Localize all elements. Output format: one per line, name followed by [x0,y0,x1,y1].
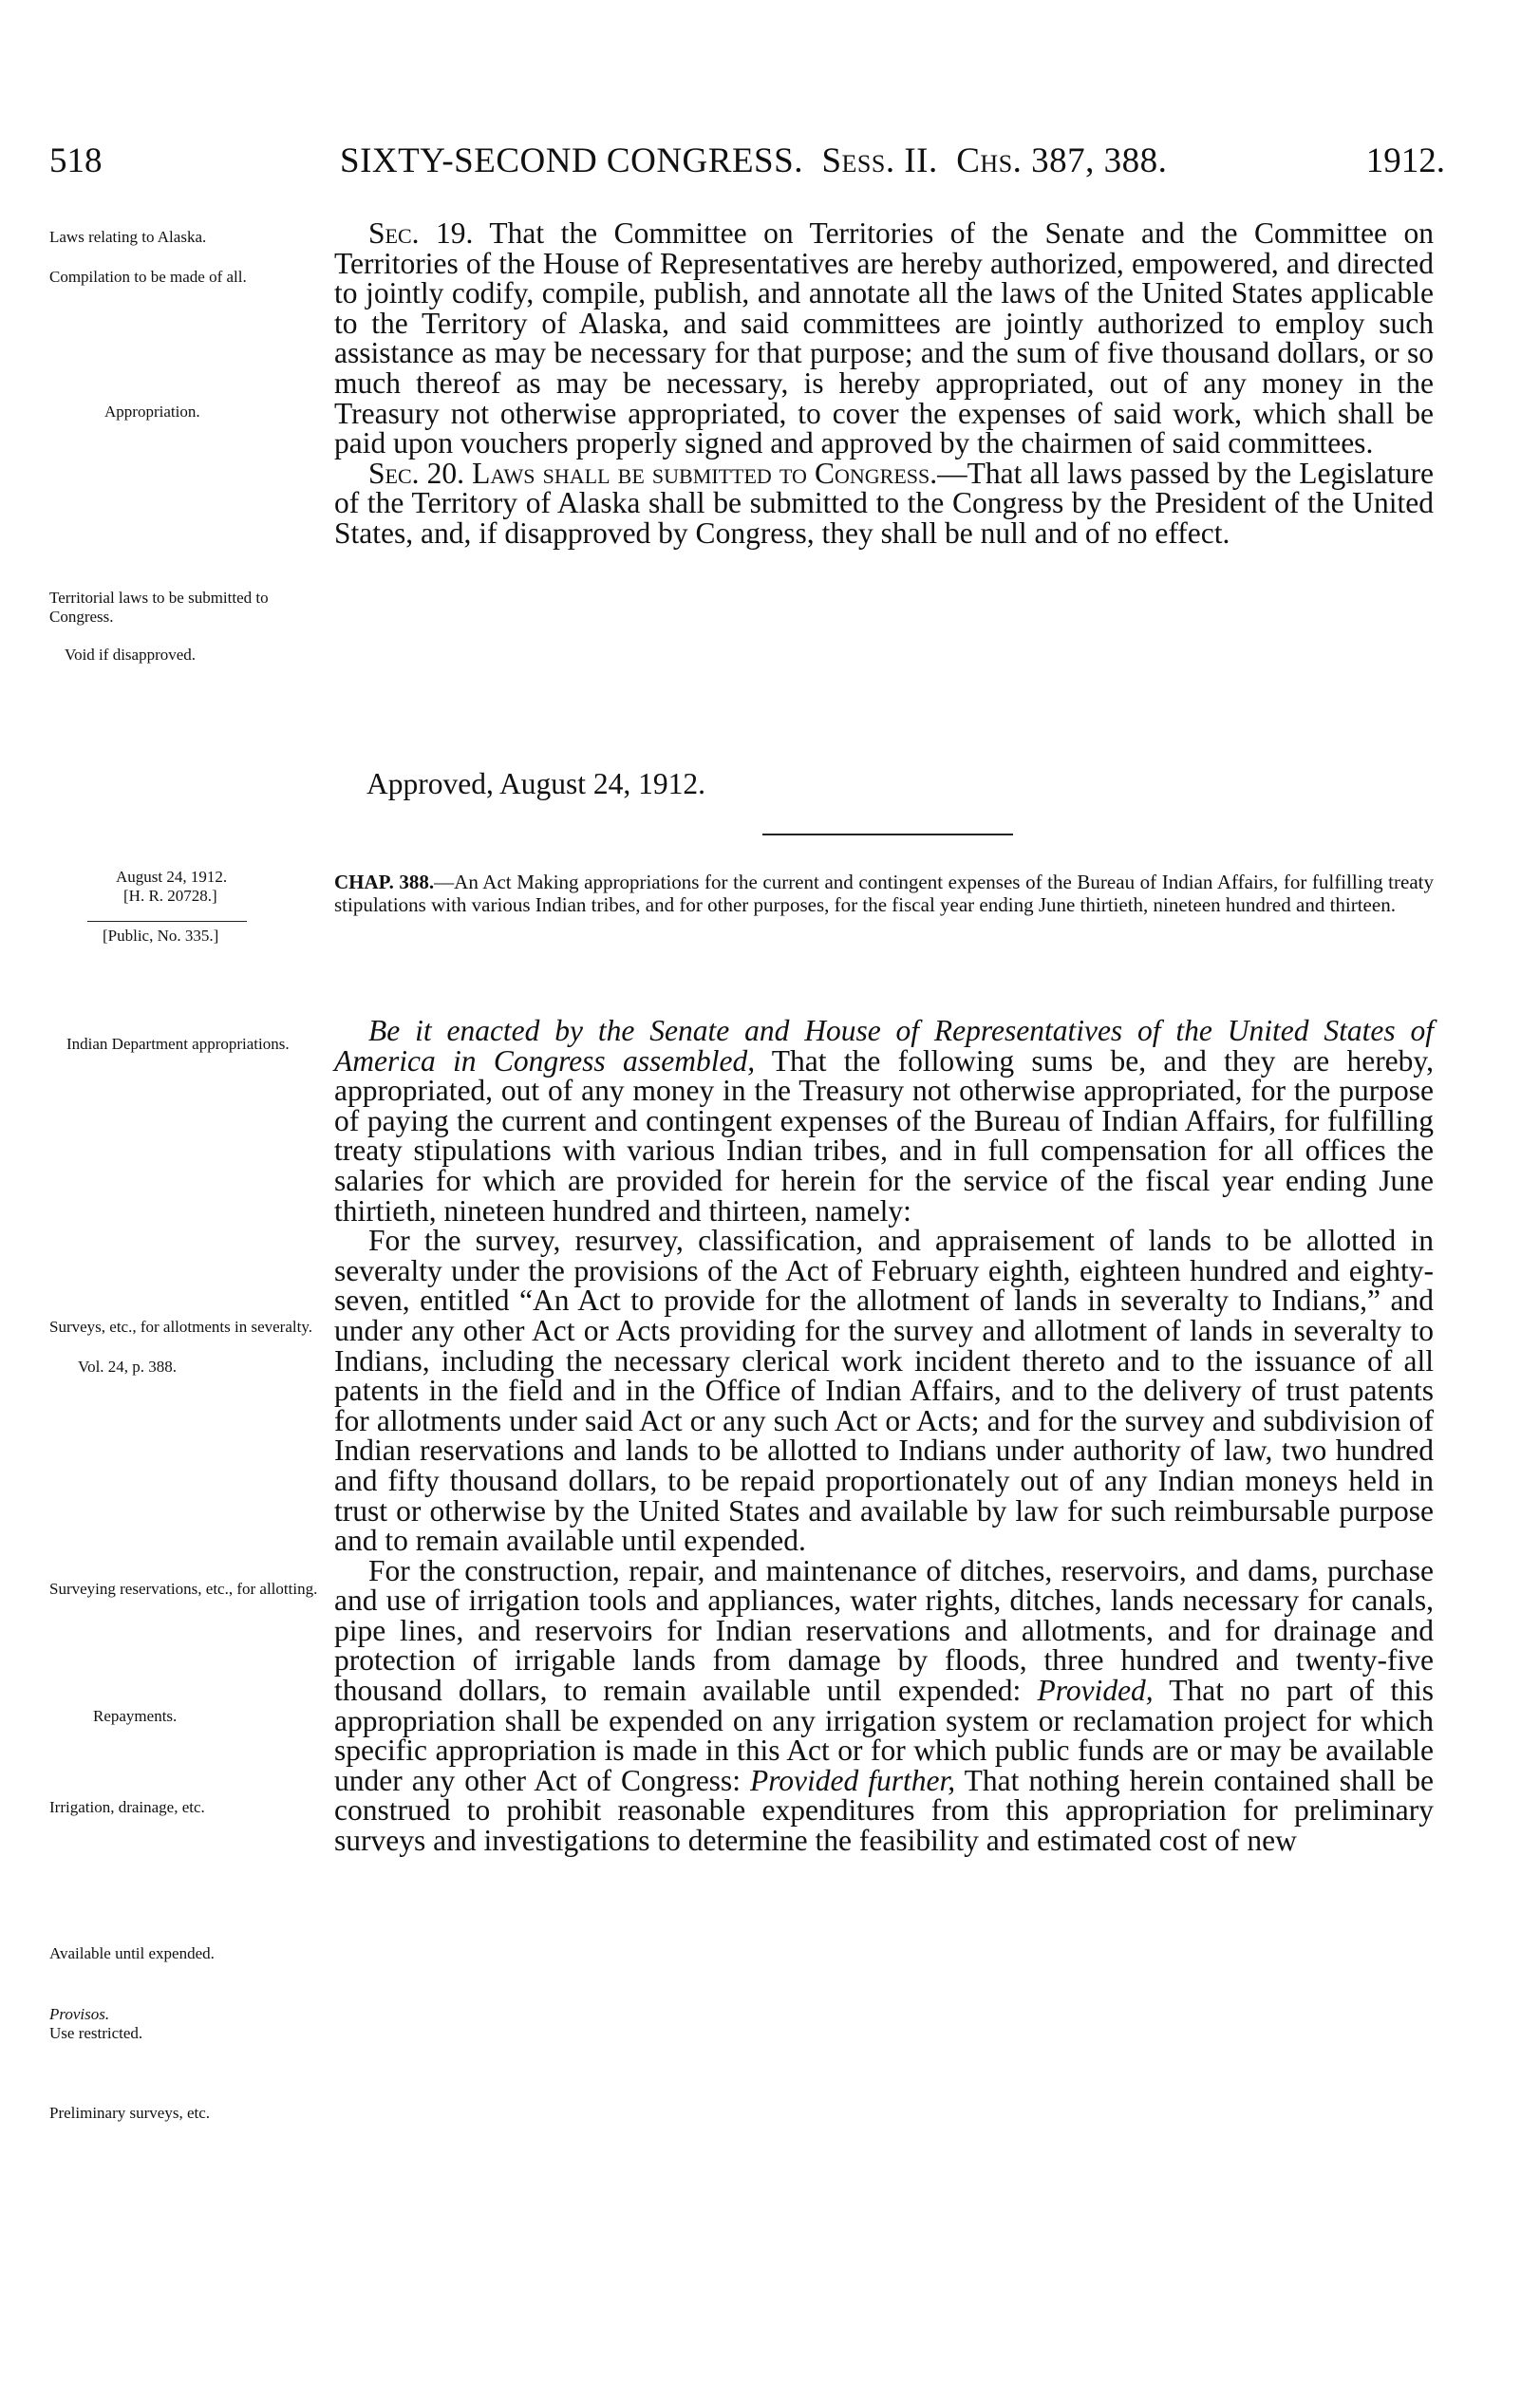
margin-note-compilation: Compilation to be made of all. [49,268,247,286]
congress-title: SIXTY-SECOND CONGRESS. [340,141,803,180]
enacting-formula: Be it enacted by the Senate and House of Representatives of the United States of America in Congress assembled, [334,1014,1434,1078]
chapter-heading [334,872,1434,916]
margin-note-date: August 24, 1912. [116,868,228,886]
chapter-label: CHAP. 388. [334,871,435,893]
sec19-label: Sec. 19. [368,216,474,250]
margin-note-surveying-reservations: Surveying reservations, etc., for allotting. [49,1580,318,1598]
proviso-text: That no part of this appropriation shall be expended on any irrigation system or reclamation project for which specific appropriation is made in this Act or for which public funds are or may be available under any other Act of Congress: [334,1674,1434,1797]
margin-note-use-restricted: Use restricted. [49,2024,143,2042]
margin-note-laws-relating: Laws relating to Alaska. [49,228,207,246]
margin-note-provisos: Provisos. [49,2005,110,2023]
sec20-text: —That all laws passed by the Legislature of the Territory of Alaska shall be submitted to the Congress by the President of the United States, and, if disapproved by Congress, they shall be null and of no effect. [334,456,1434,550]
margin-note-territorial-laws: Territorial laws to be submitted to Congress. [49,589,269,626]
chapters: Chs. 387, 388. [956,141,1168,180]
margin-note-irrigation: Irrigation, drainage, etc. [49,1798,205,1816]
enacting-rest: That the following sums be, and they are hereby, appropriated, out of any money in the Treasury not otherwise appropriated, for the purpose of paying the current and contingent expenses of the Bureau of Indian Affairs, for fulfilling treaty stipulations with various Indian tribes, and in full compensation for all offices the salaries for which are provided for herein for the service of the fiscal year ending June thirtieth, nineteen hundred and thirteen, namely: [334,1043,1434,1228]
session: Sess. II. [821,141,938,180]
header-year: 1912. [1365,141,1445,180]
margin-note-bill: [H. R. 20728.] [123,887,217,905]
margin-note-indian-dept: Indian Department appropriations. [66,1035,290,1053]
section-divider [762,834,1013,835]
sec20-label: Sec. 20. [368,456,465,490]
irrigation-text: For the construction, repair, and maintenance of ditches, reservoirs, and dams, purchase and use of irrigation tools and appliances, water rights, ditches, lands necessary for canals, pipe lines, and reservoirs for Indian reservations and allotments, and for drainage and protection of irrigable lands from damage by floods, three hundred and twenty-five thousand dollars, to remain available until expended: [334,1553,1434,1708]
enacting-clause [334,1016,1434,1226]
sec19-text: That the Committee on Territories of the Senate and the Committee on Territories of the House of Representatives are hereby authorized, empowered, and directed to jointly codify, compile, publish, and annotate all the laws of the United States applicable to the Territory of Alaska, and said committees are jointly authorized to employ such assistance as may be necessary for that purpose; and the sum of five thousand dollars, or so much thereof as may be necessary, is hereby appropriated, out of any money in the Treasury not otherwise appropriated, to cover the expenses of said work, which shall be paid upon vouchers properly signed and approved by the chairmen of said committees. [334,216,1434,460]
margin-note-volume: Vol. 24, p. 388. [78,1358,178,1376]
margin-note-void: Void if disapproved. [65,646,197,664]
section-19 [334,218,1434,459]
proviso-further-text: That nothing herein contained shall be construed to prohibit reasonable expenditures from this appropriation for preliminary surveys and investigations to determine the feasibility and estimated cost of new [334,1763,1434,1858]
chapter-title: —An Act Making appropriations for the current and contingent expenses of the Bureau of Indian Affairs, for fulfilling treaty stipulations with various Indian tribes, and for other purposes, for the fiscal year ending June thirtieth, nineteen hundred and thirteen. [334,871,1434,916]
surveys-paragraph: For the survey, resurvey, classification, and appraisement of lands to be allotted in severalty under the provisions of the Act of February eighth, eighteen hundred and eighty-seven, entitled “An Act to provide for the allotment of lands in severalty to Indians,” and under any other Act or Acts providing for the survey and allotment of lands in severalty to Indians, including the necessary clerical work incident thereto and to the issuance of all patents in the field and in the Office of Indian Affairs, and to the delivery of trust patents for allotments under said Act or any such Act or Acts; and for the survey and subdivision of Indian reservations and lands to be allotted to Indians under authority of law, two hundred and fifty thousand dollars, to be repaid proportionately out of any Indian moneys held in trust or otherwise by the United States and available by law for such reimbursable purpose and to remain available until expended. [334,1224,1434,1558]
sections-block [334,218,1434,549]
bill-divider [87,921,247,922]
approved-line: Approved, August 24, 1912. [366,767,705,800]
margin-note-repayments: Repayments. [93,1707,178,1725]
margin-note-public-law: [Public, No. 335.] [103,927,219,945]
header-title [340,141,1167,181]
section-20 [334,456,1434,550]
margin-note-surveys: Surveys, etc., for allotments in severalty. [49,1318,312,1336]
margin-note-preliminary: Preliminary surveys, etc. [49,2104,211,2122]
act-body [334,1016,1434,1856]
margin-note-available: Available until expended. [49,1944,215,1962]
provided-label: Provided, [1037,1674,1154,1708]
provided-further-label: Provided further, [749,1763,956,1797]
sec20-heading: Laws shall be submitted to Congress. [472,456,938,490]
margin-note-appropriation: Appropriation. [104,403,200,421]
irrigation-paragraph [334,1553,1434,1858]
running-header [49,141,1445,188]
page-number: 518 [49,141,103,180]
